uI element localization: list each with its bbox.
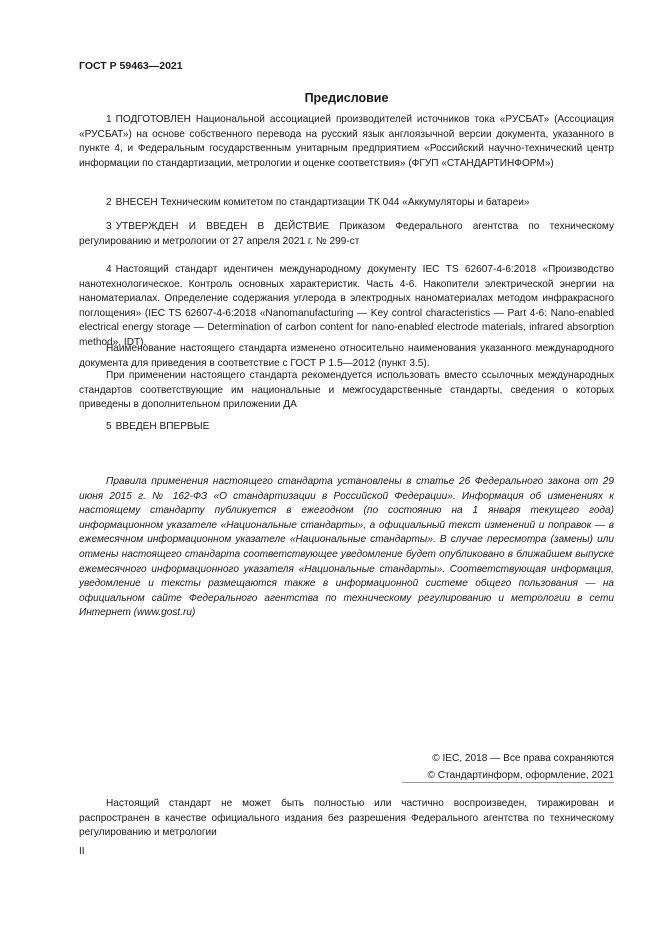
item-text: ВНЕСЕН Техническим комитетом по стандартизации ТК 044 «Аккумуляторы и батареи»	[115, 197, 530, 208]
item-text: ПОДГОТОВЛЕН Национальной ассоциацией производителей источников тока «РУСБАТ» (Ассоциация «РУСБАТ») на основе собственного перевода на русский язык англоязычной версии документа, указанного в пункте 4, и Федеральным государственным унитарным предприятием «Российский научно-технический центр информации по стандартизации, метрологии и оценке соответствия» (ФГУП «СТАНДАРТИНФОРМ»)	[79, 114, 614, 169]
page-title: Предисловие	[304, 91, 389, 105]
foreword-item-2	[79, 196, 614, 211]
item-text: УТВЕРЖДЕН И ВВЕДЕН В ДЕЙСТВИЕ Приказом Федерального агентства по техническому регулированию и метрологии от 27 апреля 2021 г. № 299-ст	[79, 221, 614, 247]
divider	[402, 782, 614, 783]
item-text: ВВЕДЕН ВПЕРВЫЕ	[115, 421, 210, 432]
foreword-item-3	[79, 220, 614, 249]
copyright-standartinform: © Стандартинформ, оформление, 2021	[427, 770, 614, 781]
item-number: 2	[106, 197, 112, 208]
item-text: Настоящий стандарт идентичен международному документу IEC TS 62607-4-6:2018 «Производство нанотехнологическое. Контроль основных характеристик. Часть 4-6. Накопители электрической энергии на наноматериалах. Определение содержания углерода в электродных наноматериалах методом инфракрасного поглощения» (IEC TS 62607-4-6:2018 «Nanomanufacturing — Key control characteristics — Part 4-6: Nano-enabled electrical energy storage — Determination of carbon content for nano-enabled electrode materials, infrared absorption method», IDT).	[79, 264, 614, 348]
foreword-item-4-note-2	[79, 369, 614, 413]
copyright-iec: © IEC, 2018 — Все права сохраняются	[432, 753, 614, 764]
item-text: При применении настоящего стандарта рекомендуется использовать вместо ссылочных международных стандартов соответствующие им национальные и межгосударственные стандарты, сведения о которых приведены в дополнительном приложении ДА	[79, 370, 614, 411]
foreword-item-5	[79, 420, 614, 435]
application-notice: Правила применения настоящего стандарта установлены в статье 26 Федерального закона от 29 июня 2015 г. № 162-ФЗ «О стандартизации в Российской Федерации». Информация об изменениях к настоящему стандарту публикуется в ежегодном (по состоянию на 1 января текущего года) информационном указателе «Национальные стандарты», а официальный текст изменений и поправок — в ежемесячном информационном указателе «Национальные стандарты». В случае пересмотра (замены) или отмены настоящего стандарта соответствующее уведомление будет опубликовано в ближайшем выпуске ежемесячного информационного указателя «Национальные стандарты». Соответствующая информация, уведомление и тексты размещаются также в информационной системе общего пользования — на официальном сайте Федерального агентства по техническому регулированию и метрологии в сети Интернет (www.gost.ru)	[79, 476, 614, 619]
item-number: 1	[106, 114, 112, 125]
item-number: 5	[106, 421, 112, 432]
foreword-item-4-note-1	[79, 342, 614, 371]
reproduction-notice: Настоящий стандарт не может быть полностью или частично воспроизведен, тиражирован и распространен в качестве официального издания без разрешения Федерального агентства по техническому регулированию и метрологии	[79, 798, 614, 839]
foreword-item-4	[79, 263, 614, 351]
item-number: 3	[106, 221, 112, 232]
page-number: II	[79, 846, 85, 857]
foreword-item-1	[79, 113, 614, 171]
item-text: Наименование настоящего стандарта изменено относительно наименования указанного международного документа для приведения в соответствие с ГОСТ Р 1.5—2012 (пункт 3.5).	[79, 343, 614, 369]
document-number: ГОСТ Р 59463—2021	[79, 60, 183, 72]
item-number: 4	[106, 264, 112, 275]
